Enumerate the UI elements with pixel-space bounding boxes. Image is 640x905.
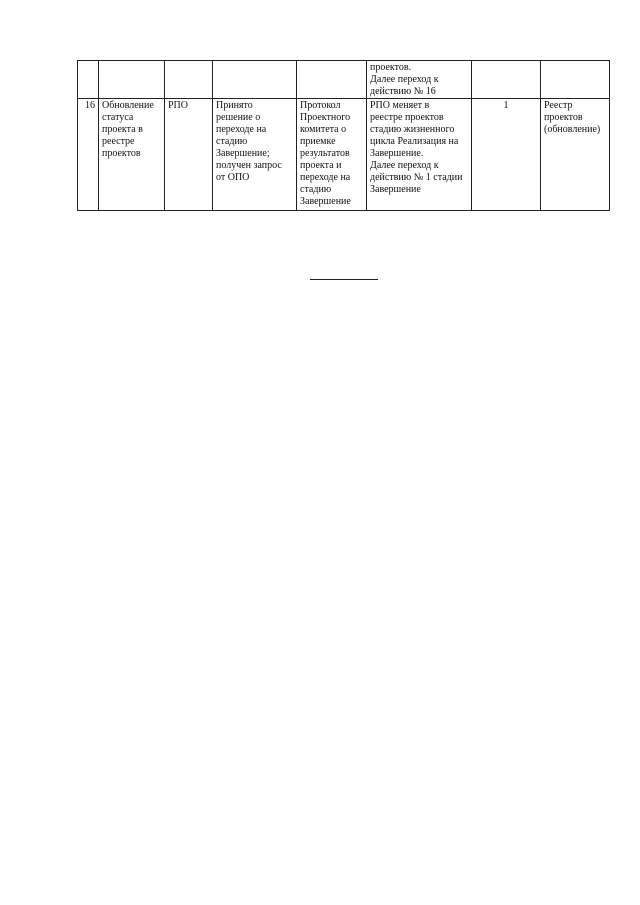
output-line: проектов [544, 112, 583, 123]
document-line: комитета о [300, 124, 347, 135]
cell-description [367, 99, 472, 211]
input-line: Принято [216, 100, 253, 111]
document-line: стадию [300, 184, 332, 195]
cell-input [213, 99, 297, 211]
document-line: приемке [300, 136, 336, 147]
cell-document [297, 99, 367, 211]
description-line: действию № 1 стадии [370, 172, 463, 183]
output-line: (обновление) [544, 124, 601, 135]
end-of-document-rule [310, 279, 378, 280]
document-line: результатов [300, 148, 350, 159]
description-line: реестре проектов [370, 112, 444, 123]
cell-output [541, 99, 610, 211]
input-line: получен запрос [216, 160, 282, 171]
output-line: Реестр [544, 100, 573, 111]
action-line: Обновление [102, 100, 154, 111]
document-line: Завершение [300, 196, 351, 207]
cell-action [99, 61, 165, 99]
cell-num [78, 61, 99, 99]
document-line: Протокол [300, 100, 341, 111]
cell-num: 16 [78, 99, 99, 211]
description-line: проектов. [370, 62, 412, 73]
input-line: от ОПО [216, 172, 250, 183]
cell-performer [165, 61, 213, 99]
description-line: Завершение [370, 184, 421, 195]
input-line: Завершение; [216, 148, 270, 159]
input-line: решение о [216, 112, 261, 123]
process-table [77, 60, 610, 211]
cell-output [541, 61, 610, 99]
document-line: переходе на [300, 172, 351, 183]
action-line: проектов [102, 148, 141, 159]
document-line: Проектного [300, 112, 351, 123]
description-line: Далее переход к [370, 160, 439, 171]
description-line: цикла Реализация на [370, 136, 459, 147]
action-line: проекта в [102, 124, 143, 135]
description-line: Далее переход к [370, 74, 439, 85]
description-line: Завершение. [370, 148, 424, 159]
cell-description [367, 61, 472, 99]
input-line: стадию [216, 136, 248, 147]
description-line: действию № 16 [370, 86, 436, 97]
action-line: реестре [102, 136, 135, 147]
description-line: РПО меняет в [370, 100, 430, 111]
cell-qty: 1 [472, 99, 541, 211]
input-line: переходе на [216, 124, 267, 135]
table-row-16 [78, 99, 610, 211]
description-line: стадию жизненного [370, 124, 455, 135]
cell-input [213, 61, 297, 99]
cell-qty [472, 61, 541, 99]
action-line: статуса [102, 112, 134, 123]
cell-performer: РПО [165, 99, 213, 211]
cell-action [99, 99, 165, 211]
table-row-continuation [78, 61, 610, 99]
cell-document [297, 61, 367, 99]
document-line: проекта и [300, 160, 342, 171]
